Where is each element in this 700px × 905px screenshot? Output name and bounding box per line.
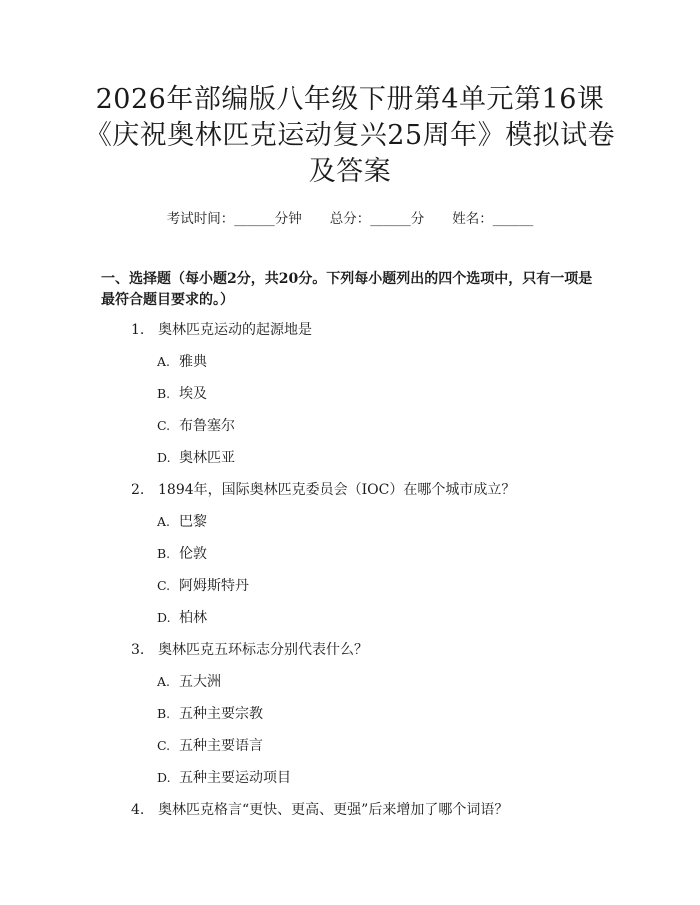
option-key: C. — [157, 738, 171, 753]
option-key: B. — [157, 386, 171, 401]
question-3-option-a — [157, 671, 221, 691]
option-key: C. — [157, 578, 171, 593]
option-key: D. — [157, 610, 171, 625]
exam-time-field: 考试时间：______分钟 — [166, 211, 302, 227]
question-3 — [131, 639, 368, 659]
question-1-option-a — [157, 351, 207, 371]
title-line-3: 及答案 — [308, 156, 392, 187]
option-text: 巴黎 — [179, 514, 207, 530]
question-number: 4. — [131, 802, 145, 818]
question-3-option-c — [157, 735, 263, 755]
option-key: D. — [157, 450, 171, 465]
question-2-option-b — [157, 543, 207, 563]
option-text: 雅典 — [179, 354, 207, 370]
option-key: A. — [157, 514, 171, 529]
question-4 — [131, 799, 508, 819]
section-heading: 一、选择题（每小题2分，共20分。下列每小题列出的四个选项中，只有一项是最符合题目要求的。） — [101, 271, 593, 308]
option-key: D. — [157, 770, 171, 785]
option-text: 伦敦 — [179, 546, 207, 562]
exam-meta — [0, 207, 700, 227]
question-number: 3. — [131, 642, 145, 658]
option-text: 埃及 — [179, 386, 207, 402]
option-text: 布鲁塞尔 — [179, 418, 235, 434]
option-text: 五种主要语言 — [179, 738, 263, 754]
option-key: B. — [157, 546, 171, 561]
option-key: B. — [157, 706, 171, 721]
option-text: 阿姆斯特丹 — [179, 578, 249, 594]
page-title — [40, 82, 660, 190]
total-score-field: 总分：______分 — [329, 211, 425, 227]
option-text: 五种主要运动项目 — [179, 770, 291, 786]
option-key: A. — [157, 674, 171, 689]
question-text: 1894年，国际奥林匹克委员会（IOC）在哪个城市成立？ — [158, 482, 516, 498]
question-text: 奥林匹克五环标志分别代表什么？ — [158, 642, 368, 658]
option-text: 五大洲 — [179, 674, 221, 690]
question-text: 奥林匹克运动的起源地是 — [158, 322, 312, 338]
title-line-1: 2026年部编版八年级下册第4单元第16课 — [95, 84, 605, 115]
option-key: C. — [157, 418, 171, 433]
question-2 — [131, 479, 515, 499]
question-3-option-d — [157, 767, 291, 787]
question-text: 奥林匹克格言“更快、更高、更强”后来增加了哪个词语？ — [158, 802, 509, 818]
question-3-option-b — [157, 703, 263, 723]
question-1-option-c — [157, 415, 235, 435]
question-2-option-d — [157, 607, 207, 627]
question-1-option-b — [157, 383, 207, 403]
option-key: A. — [157, 354, 171, 369]
question-number: 1. — [131, 322, 145, 338]
option-text: 柏林 — [179, 610, 207, 626]
option-text: 五种主要宗教 — [179, 706, 263, 722]
question-1-option-d — [157, 447, 235, 467]
question-2-option-a — [157, 511, 207, 531]
option-text: 奥林匹亚 — [179, 450, 235, 466]
question-number: 2. — [131, 482, 145, 498]
question-2-option-c — [157, 575, 249, 595]
title-line-2: 《庆祝奥林匹克运动复兴25周年》模拟试卷 — [84, 120, 616, 151]
student-name-field: 姓名：______ — [452, 211, 534, 227]
question-1 — [131, 319, 312, 339]
